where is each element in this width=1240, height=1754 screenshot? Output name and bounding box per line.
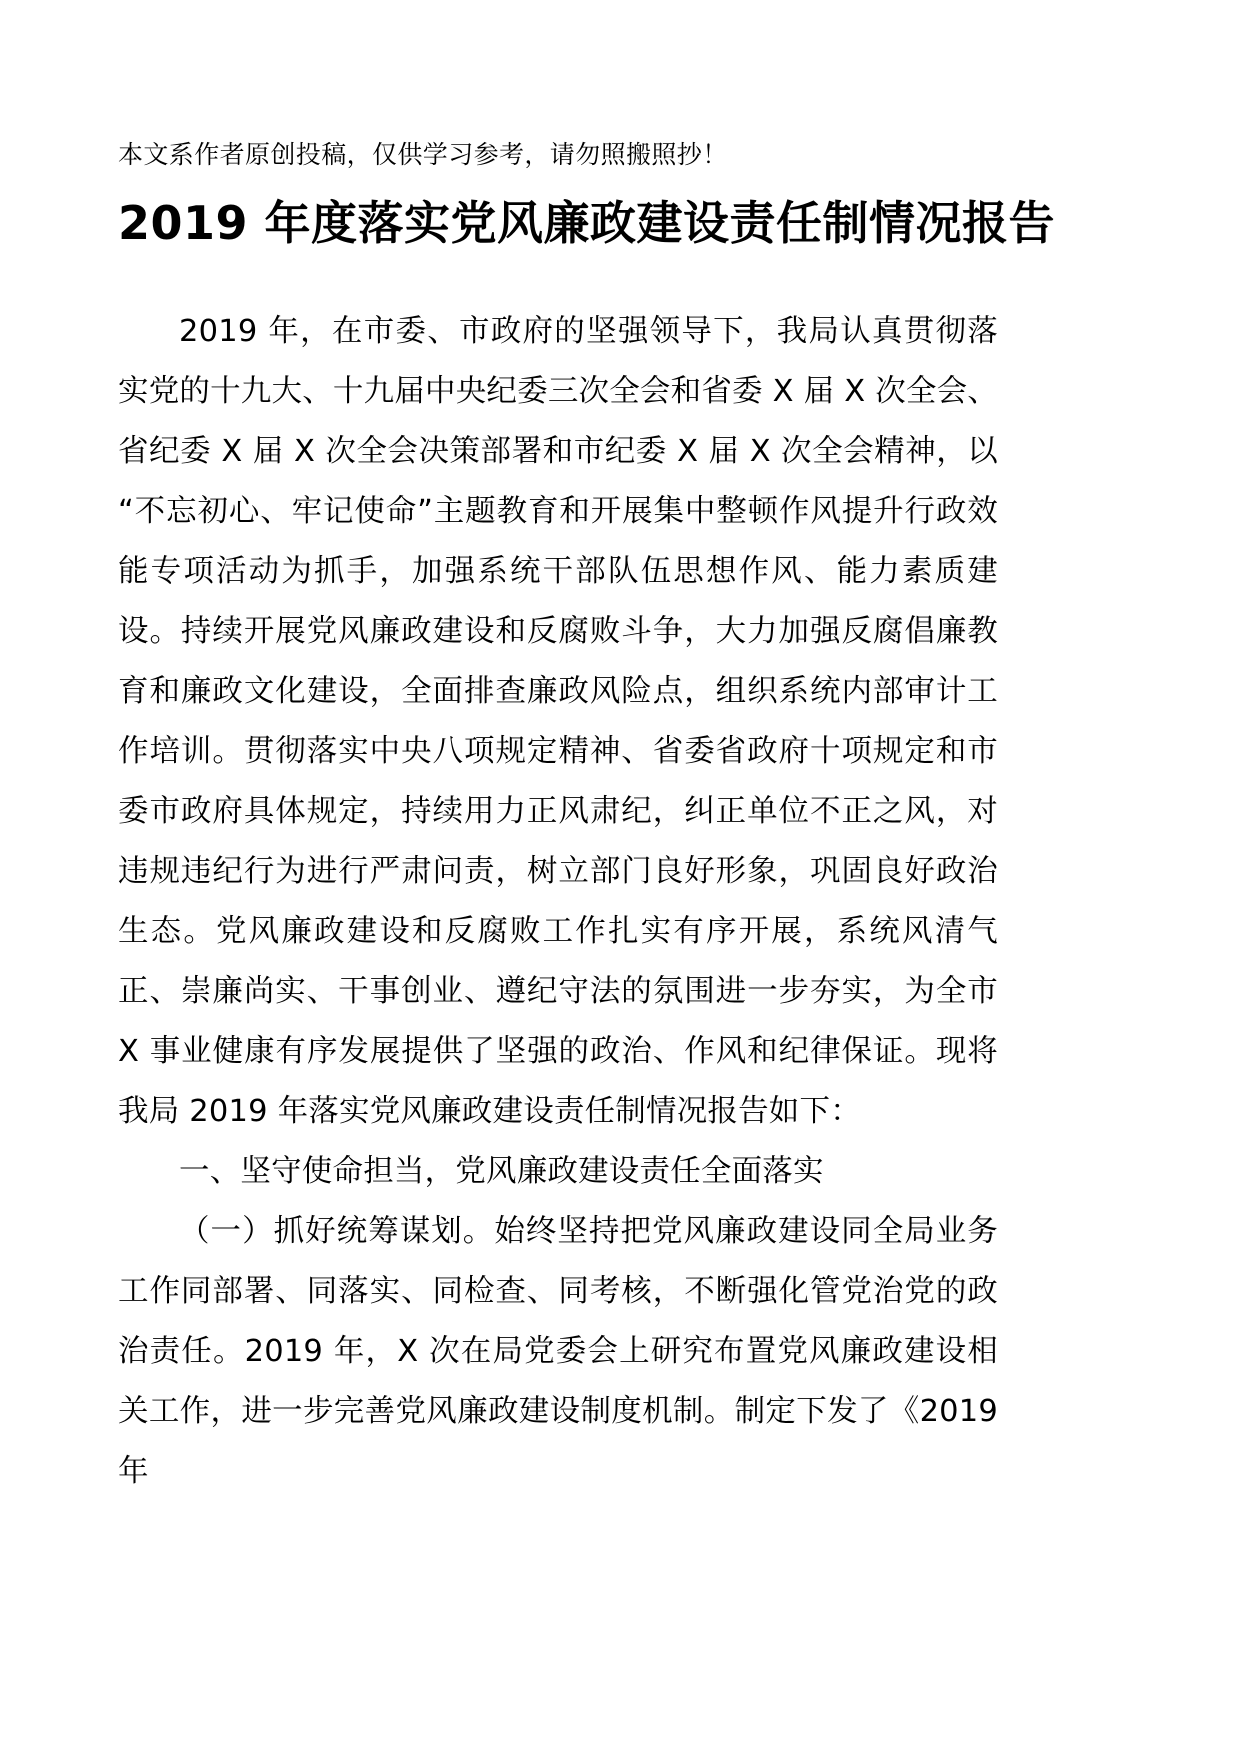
page-content — [118, 0, 1056, 1502]
paragraph-intro: 2019 年，在市委、市政府的坚强领导下，我局认真贯彻落实党的十九大、十九届中央纪委三次全会和省委 X 届 X 次全会、省纪委 X 届 X 次全会决策部署和市纪委 X 届 X 次全会精神，以“不忘初心、牢记使命”主题教育和开展集中整顿作风提升行政效能专项活动为抓手，加强系统干部队伍思想作风、能力素质建设。持续开展党风廉政建设和反腐败斗争，大力加强反腐倡廉教育和廉政文化建设，全面排查廉政风险点，组织系统内部审计工作培训。贯彻落实中央八项规定精神、省委省政府十项规定和市委市政府具体规定，持续用力正风肃纪，纠正单位不正之风，对违规违纪行为进行严肃问责，树立部门良好形象，巩固良好政治生态。党风廉政建设和反腐败工作扎实有序开展，系统风清气正、崇廉尚实、干事创业、遵纪守法的氛围进一步夯实，为全市 X 事业健康有序发展提供了坚强的政治、作风和纪律保证。现将我局 2019 年落实党风廉政建设责任制情况报告如下： — [118, 313, 998, 1129]
page-title: 2019 年度落实党风廉政建设责任制情况报告 — [118, 195, 1056, 250]
paragraph-section-1-1: （一）抓好统筹谋划。始终坚持把党风廉政建设同全局业务工作同部署、同落实、同检查、同考核，不断强化管党治党的政治责任。2019 年，X 次在局党委会上研究布置党风廉政建设相关工作，进一步完善党风廉政建设制度机制。制定下发了《2019 年 — [118, 1213, 998, 1489]
document-body — [118, 302, 998, 1502]
disclaimer-notice: 本文系作者原创投稿，仅供学习参考，请勿照搬照抄！ — [118, 140, 728, 169]
section-heading-one: 一、坚守使命担当，党风廉政建设责任全面落实 — [179, 1153, 824, 1189]
